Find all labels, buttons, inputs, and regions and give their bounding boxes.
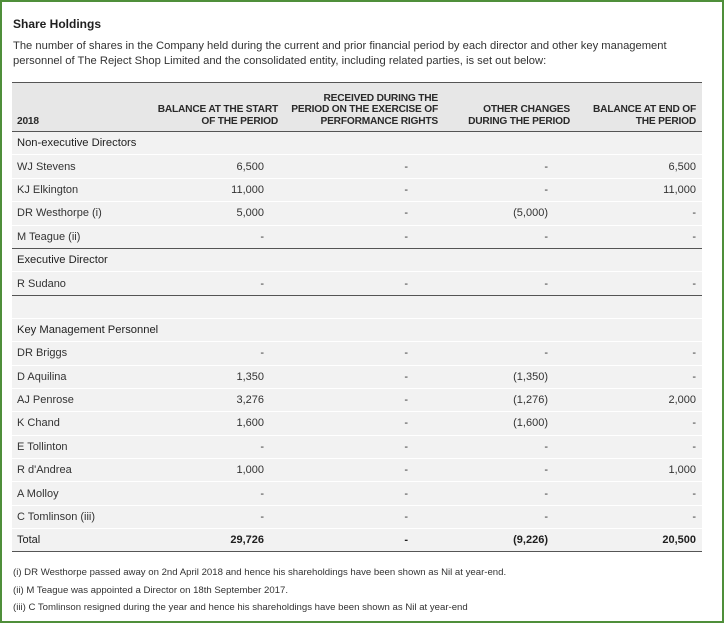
row-other: (1,276) (444, 388, 576, 411)
footnotes (13, 564, 713, 617)
table-row (12, 342, 702, 365)
header-balance-end: BALANCE AT END OF THE PERIOD (576, 83, 702, 132)
table-row (12, 482, 702, 505)
table-header-row (12, 83, 702, 132)
row-other: - (444, 505, 576, 528)
row-end: - (576, 272, 702, 295)
row-name: R Sudano (12, 272, 152, 295)
footnote: (ii) M Teague was appointed a Director on 18th September 2017. (13, 584, 289, 596)
row-end: - (576, 202, 702, 225)
row-name: A Molloy (12, 482, 152, 505)
spacer-row (12, 295, 702, 318)
row-start: 1,000 (152, 459, 284, 482)
row-name: KJ Elkington (12, 178, 152, 201)
group-row-kmp (12, 318, 702, 341)
total-row (12, 529, 702, 552)
row-received: - (284, 342, 444, 365)
row-end: 11,000 (576, 178, 702, 201)
group-label: Non-executive Directors (12, 132, 702, 155)
row-received: - (284, 435, 444, 458)
row-other: - (444, 459, 576, 482)
row-start: 5,000 (152, 202, 284, 225)
row-end: - (576, 365, 702, 388)
table-row (12, 365, 702, 388)
row-start: 1,600 (152, 412, 284, 435)
row-other: - (444, 482, 576, 505)
row-end: 6,500 (576, 155, 702, 178)
footnote: (iii) C Tomlinson resigned during the year and hence his shareholdings have been shown as Nil at year-end (13, 602, 468, 614)
row-other: (1,350) (444, 365, 576, 388)
row-start: - (152, 342, 284, 365)
total-label: Total (12, 529, 152, 552)
row-other: (5,000) (444, 202, 576, 225)
row-end: - (576, 225, 702, 248)
row-start: - (152, 272, 284, 295)
total-other: (9,226) (444, 529, 576, 552)
row-name: AJ Penrose (12, 388, 152, 411)
share-holdings-table (12, 82, 702, 552)
row-end: - (576, 435, 702, 458)
row-received: - (284, 202, 444, 225)
row-start: - (152, 482, 284, 505)
row-other: - (444, 435, 576, 458)
total-end: 20,500 (576, 529, 702, 552)
header-other-changes: OTHER CHANGES DURING THE PERIOD (444, 83, 576, 132)
row-received: - (284, 272, 444, 295)
row-received: - (284, 388, 444, 411)
table-row (12, 225, 702, 248)
group-label: Key Management Personnel (12, 318, 702, 341)
table-row (12, 505, 702, 528)
table-row (12, 202, 702, 225)
table-row (12, 435, 702, 458)
table-row (12, 388, 702, 411)
row-received: - (284, 178, 444, 201)
header-received: RECEIVED DURING THE PERIOD ON THE EXERCISE OF PERFORMANCE RIGHTS (284, 83, 444, 132)
total-received: - (284, 529, 444, 552)
section-title: Share Holdings (13, 17, 102, 31)
row-other: - (444, 155, 576, 178)
row-other: (1,600) (444, 412, 576, 435)
row-received: - (284, 365, 444, 388)
row-name: M Teague (ii) (12, 225, 152, 248)
row-start: 11,000 (152, 178, 284, 201)
row-name: DR Westhorpe (i) (12, 202, 152, 225)
table-row (12, 155, 702, 178)
row-received: - (284, 225, 444, 248)
row-other: - (444, 178, 576, 201)
row-other: - (444, 225, 576, 248)
table-row (12, 412, 702, 435)
row-end: - (576, 482, 702, 505)
group-label: Executive Director (12, 248, 702, 271)
row-end: 1,000 (576, 459, 702, 482)
header-year: 2018 (12, 83, 152, 132)
row-name: R d'Andrea (12, 459, 152, 482)
table-row (12, 178, 702, 201)
group-row-executive (12, 248, 702, 271)
row-name: E Tollinton (12, 435, 152, 458)
row-name: D Aquilina (12, 365, 152, 388)
row-received: - (284, 505, 444, 528)
footnote: (i) DR Westhorpe passed away on 2nd April 2018 and hence his shareholdings have been shown as Nil at year-end. (13, 567, 507, 578)
total-start: 29,726 (152, 529, 284, 552)
row-other: - (444, 342, 576, 365)
row-end: - (576, 342, 702, 365)
row-received: - (284, 155, 444, 178)
row-other: - (444, 272, 576, 295)
group-row-non-executive (12, 132, 702, 155)
row-start: - (152, 225, 284, 248)
row-start: 3,276 (152, 388, 284, 411)
row-received: - (284, 482, 444, 505)
row-received: - (284, 459, 444, 482)
row-end: - (576, 412, 702, 435)
header-balance-start: BALANCE AT THE START OF THE PERIOD (152, 83, 284, 132)
row-name: K Chand (12, 412, 152, 435)
row-name: C Tomlinson (iii) (12, 505, 152, 528)
row-received: - (284, 412, 444, 435)
row-start: 6,500 (152, 155, 284, 178)
row-name: WJ Stevens (12, 155, 152, 178)
intro-paragraph: The number of shares in the Company held during the current and prior financial period by each director and other key management personnel of The Reject Shop Limited and the consolidated entity, including related parties, is set out below: (13, 40, 667, 67)
row-name: DR Briggs (12, 342, 152, 365)
table-row (12, 272, 702, 295)
row-end: 2,000 (576, 388, 702, 411)
row-start: - (152, 505, 284, 528)
row-start: - (152, 435, 284, 458)
row-end: - (576, 505, 702, 528)
row-start: 1,350 (152, 365, 284, 388)
table-row (12, 459, 702, 482)
